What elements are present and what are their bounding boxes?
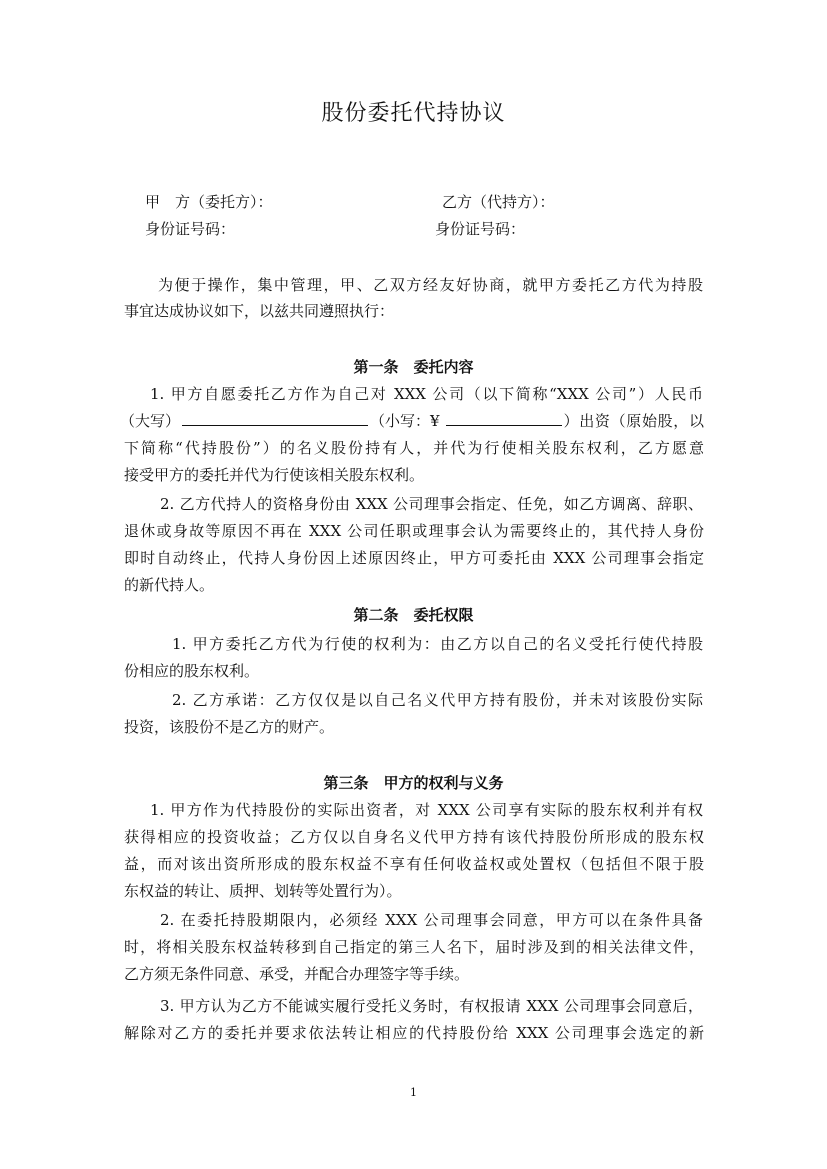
amount-lower-label: （小写：¥ (370, 412, 440, 430)
party-b-label: 乙方（代持方）： (442, 193, 555, 211)
article-3-para-1-line: 获得相应的投资收益；乙方仅以自身名义代甲方持有该代持股份所形成的股东权 (124, 828, 704, 846)
intro-line: 为便于操作，集中管理，甲、乙双方经友好协商，就甲方委托乙方代为持股 (158, 276, 703, 294)
intro-line: 事宜达成协议如下，以兹共同遵照执行： (124, 302, 395, 320)
article-1-para-2-line: 2. 乙方代持人的资格身份由 XXX 公司理事会指定、任免，如乙方调离、辞职、 (160, 495, 703, 513)
amount-suffix: ）出资（原始股，以 (563, 412, 704, 430)
article-3-para-2-line: 乙方须无条件同意、承受，并配合办理签字等手续。 (124, 965, 470, 983)
article-3-para-2-line: 时，将相关股东权益转移到自己指定的第三人名下，届时涉及到的相关法律文件， (124, 938, 704, 956)
article-3-para-3-line: 解除对乙方的委托并要求依法转让相应的代持股份给 XXX 公司理事会选定的新 (124, 1024, 704, 1042)
article-2-para-1-line: 1. 甲方委托乙方代为行使的权利为：由乙方以自己的名义受托行使代持股 (172, 635, 703, 653)
article-3-para-3-line: 3. 甲方认为乙方不能诚实履行受托义务时，有权报请 XXX 公司理事会同意后， (160, 997, 703, 1015)
party-a-id-label: 身份证号码： (145, 220, 236, 238)
article-1-para-1-line: 1. 甲方自愿委托乙方作为自己对 XXX 公司（以下简称“XXX 公司”）人民币 (150, 385, 703, 403)
article-3-para-1-line: 1. 甲方作为代持股份的实际出资者，对 XXX 公司享有实际的股东权利并有权 (150, 801, 703, 819)
article-2-para-1-line: 份相应的股东权利。 (124, 662, 260, 680)
article-3-para-2-line: 2. 在委托持股期限内，必须经 XXX 公司理事会同意，甲方可以在条件具备 (160, 911, 703, 929)
article-3-heading: 第三条 甲方的权利与义务 (323, 774, 504, 792)
article-1-para-2-line: 退休或身故等原因不再在 XXX 公司任职或理事会认为需要终止的，其代持人身份 (124, 522, 704, 540)
article-1-para-1-line: 下简称“代持股份”）的名义股份持有人，并代为行使相关股东权利，乙方愿意 (124, 439, 704, 457)
article-2-heading: 第二条 委托权限 (353, 606, 474, 624)
article-1-para-2-line: 的新代持人。 (124, 576, 215, 594)
article-1-para-1-line-2 (120, 411, 704, 431)
article-2-para-2-line: 2. 乙方承诺：乙方仅仅是以自己名义代甲方持有股份，并未对该股份实际 (172, 691, 703, 709)
amount-lower-blank[interactable] (446, 411, 562, 426)
document-title: 股份委托代持协议 (321, 101, 506, 126)
article-3-para-1-line: 益，而对该出资所形成的股东权益不享有任何收益权或处置权（包括但不限于股 (124, 855, 704, 873)
page-number: 1 (410, 1086, 417, 1099)
party-a-label: 甲 方（委托方）： (145, 193, 273, 211)
article-3-para-1-line: 东权益的转让、质押、划转等处置行为）。 (124, 882, 402, 900)
party-b-id-label: 身份证号码： (435, 220, 526, 238)
article-2-para-2-line: 投资，该股份不是乙方的财产。 (124, 718, 335, 736)
article-1-para-1-line: 接受甲方的委托并代为行使该相关股东权利。 (124, 466, 425, 484)
amount-upper-blank[interactable] (182, 411, 368, 426)
article-1-para-2-line: 即时自动终止，代持人身份因上述原因终止，甲方可委托由 XXX 公司理事会指定 (124, 549, 704, 567)
amount-upper-label: （大写） (120, 412, 181, 430)
article-1-heading: 第一条 委托内容 (353, 358, 474, 376)
